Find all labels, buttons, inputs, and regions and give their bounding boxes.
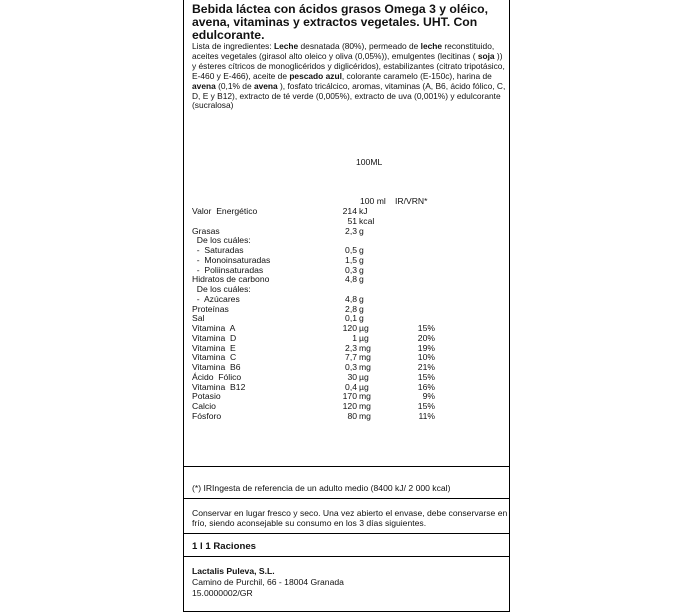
nutrient-unit: g bbox=[359, 225, 364, 236]
nutrient-row bbox=[192, 343, 507, 353]
footnote: (*) IRIngesta de referencia de un adulto medio (8400 kJ/ 2 000 kcal) bbox=[192, 483, 451, 493]
nutrient-percent: 19% bbox=[417, 342, 435, 353]
divider-footnote bbox=[184, 466, 509, 467]
divider-storage bbox=[184, 498, 509, 499]
nutrient-row bbox=[192, 391, 507, 401]
nutrient-percent: 10% bbox=[417, 352, 435, 363]
nutrient-amount: 80 bbox=[347, 410, 357, 421]
nutrient-row bbox=[192, 235, 507, 245]
nutrient-row bbox=[192, 372, 507, 382]
nutrient-percent: 16% bbox=[417, 381, 435, 392]
nutrient-amount: 120 bbox=[342, 323, 357, 333]
nutrient-row bbox=[192, 333, 507, 343]
nutrient-label: Valor Energético bbox=[192, 206, 258, 216]
ingredient-text: reconstituido, aceites vegetales (girasol alto oleico y oliva (0,05%)), emulgentes (lecitinas ( bbox=[192, 41, 495, 61]
nutrient-unit: g bbox=[359, 264, 364, 275]
nutrient-label: Vitamina C bbox=[192, 352, 237, 363]
nutrient-label: Hidratos de carbono bbox=[192, 274, 270, 285]
nutrient-label: Vitamina D bbox=[192, 332, 237, 343]
nutrient-unit: g bbox=[359, 245, 364, 255]
nutrient-amount: 0,5 bbox=[345, 245, 357, 255]
nutrient-label: Grasas bbox=[192, 225, 220, 236]
nutrient-amount: 170 bbox=[342, 391, 357, 402]
nutrient-label: De los cuáles: bbox=[192, 284, 251, 294]
nutrient-label: De los cuáles: bbox=[192, 235, 251, 246]
nutrient-row bbox=[192, 226, 507, 236]
nutrient-percent: 15% bbox=[417, 371, 435, 382]
nutrient-amount: 0,3 bbox=[345, 362, 357, 372]
product-title: Bebida láctea con ácidos grasos Omega 3 y oléico, avena, vitaminas y extractos vegetales. UHT. Con edulcorante. bbox=[192, 2, 488, 42]
nutrient-row bbox=[192, 255, 507, 265]
nutrient-percent: 11% bbox=[418, 410, 435, 421]
nutrient-amount: 2,8 bbox=[345, 303, 357, 314]
nutrient-percent: 20% bbox=[417, 332, 435, 343]
nutrient-label: Vitamina E bbox=[192, 342, 236, 353]
portions: 1 l 1 Raciones bbox=[192, 541, 256, 552]
nutrient-row bbox=[192, 382, 507, 392]
ingredient-text: Lista de ingredientes: bbox=[192, 41, 274, 51]
company-name: Lactalis Puleva, S.L. bbox=[192, 566, 275, 576]
nutrient-label: Calcio bbox=[192, 401, 216, 411]
column-header-ir: IR/VRN* bbox=[395, 196, 428, 206]
nutrient-amount: 4,8 bbox=[345, 293, 357, 304]
serving-header: 100ML bbox=[356, 157, 383, 167]
nutrient-amount: 0,4 bbox=[345, 381, 357, 392]
nutrient-unit: g bbox=[359, 313, 364, 324]
allergen-text: Leche bbox=[273, 41, 299, 51]
allergen-text: soja bbox=[477, 50, 495, 61]
nutrient-row bbox=[192, 245, 507, 255]
nutrient-unit: kcal bbox=[359, 215, 375, 226]
nutrient-row bbox=[192, 323, 507, 333]
nutrient-label: Vitamina B12 bbox=[192, 381, 246, 392]
ingredient-text: desnatada (80%), permeado de bbox=[298, 41, 421, 51]
nutrient-amount: 0,1 bbox=[345, 313, 357, 324]
ingredient-text: )) y ésteres cítricos de monoglicéridos y diglicéridos), estabilizantes (citrato tripotásico, E-460 y E-466), aceite de bbox=[192, 50, 505, 81]
nutrient-unit: µg bbox=[359, 332, 369, 343]
nutrition-label-panel bbox=[183, 0, 510, 612]
nutrient-label: Fósforo bbox=[192, 410, 222, 421]
nutrient-label: - Monoinsaturadas bbox=[192, 254, 271, 265]
nutrient-unit: µg bbox=[359, 323, 369, 333]
nutrient-row bbox=[192, 313, 507, 323]
nutrient-label: Potasio bbox=[192, 391, 221, 402]
nutrient-unit: mg bbox=[359, 391, 371, 402]
nutrient-label: - Saturadas bbox=[192, 245, 244, 255]
nutrient-row bbox=[192, 294, 507, 304]
nutrient-label: Vitamina B6 bbox=[192, 362, 241, 372]
nutrient-label: Vitamina A bbox=[192, 323, 236, 333]
nutrient-amount: 120 bbox=[342, 401, 357, 411]
nutrient-amount: 2,3 bbox=[345, 342, 357, 353]
nutrient-row bbox=[192, 352, 507, 362]
nutrient-percent: 21% bbox=[417, 362, 435, 372]
ingredient-text: , colorante caramelo (E-150c), harina de bbox=[341, 70, 492, 81]
nutrient-label: - Azúcares bbox=[192, 293, 240, 304]
company-address: Camino de Purchil, 66 - 18004 Granada bbox=[192, 577, 344, 587]
divider-portions bbox=[184, 533, 509, 534]
ingredients-list bbox=[192, 42, 507, 111]
nutrient-label: Proteínas bbox=[192, 303, 229, 314]
nutrient-unit: mg bbox=[359, 342, 371, 353]
nutrient-percent: 15% bbox=[417, 323, 435, 333]
storage-instructions: Conservar en lugar fresco y seco. Una vez abierto el envase, debe conservarse en frío, siendo aconsejable su consumo en los 3 días siguientes. bbox=[192, 508, 508, 528]
nutrient-row bbox=[192, 274, 507, 284]
nutrient-percent: 9% bbox=[422, 391, 435, 402]
nutrient-unit: mg bbox=[359, 352, 371, 363]
nutrient-label: - Poliinsaturadas bbox=[192, 264, 264, 275]
nutrient-amount: 7,7 bbox=[345, 352, 357, 363]
nutrient-label: Ácido Fólico bbox=[192, 371, 242, 382]
nutrient-row bbox=[192, 216, 507, 226]
allergen-text: leche bbox=[420, 41, 443, 51]
nutrient-amount: 30 bbox=[347, 371, 357, 382]
nutrient-row bbox=[192, 265, 507, 275]
nutrient-amount: 2,3 bbox=[345, 225, 357, 236]
allergen-text: pescado azul bbox=[289, 70, 342, 81]
nutrient-label: Sal bbox=[192, 313, 205, 324]
nutrient-row bbox=[192, 304, 507, 314]
nutrient-row bbox=[192, 206, 507, 216]
nutrient-amount: 1,5 bbox=[345, 254, 357, 265]
company-code: 15.0000002/GR bbox=[192, 588, 253, 598]
divider-company bbox=[184, 556, 509, 557]
nutrient-percent: 15% bbox=[417, 401, 435, 411]
nutrient-amount: 4,8 bbox=[345, 274, 357, 285]
nutrient-row bbox=[192, 401, 507, 411]
nutrient-amount: 1 bbox=[352, 332, 357, 343]
nutrient-row bbox=[192, 411, 507, 421]
nutrient-unit: mg bbox=[359, 410, 371, 421]
nutrient-unit: kJ bbox=[359, 206, 368, 216]
nutrient-amount: 214 bbox=[342, 206, 357, 216]
nutrient-unit: g bbox=[359, 254, 364, 265]
ingredient-text: ), fosfato tricálcico, aromas, vitaminas (A, B6, ácido fólico, C, D, E y B12), extracto de té verde (0,005%), extracto de uva (0,001%) y edulcorante (sucralosa) bbox=[192, 80, 506, 111]
nutrient-unit: g bbox=[359, 303, 364, 314]
nutrient-unit: µg bbox=[359, 381, 369, 392]
nutrient-unit: mg bbox=[359, 362, 371, 372]
nutrient-unit: mg bbox=[359, 401, 371, 411]
nutrient-row bbox=[192, 284, 507, 294]
nutrient-amount: 51 bbox=[347, 215, 357, 226]
allergen-text: avena bbox=[192, 80, 216, 91]
ingredient-text: (0,1% de bbox=[215, 80, 254, 91]
nutrient-unit: µg bbox=[359, 371, 369, 382]
nutrient-unit: g bbox=[359, 274, 364, 285]
column-header-100ml: 100 ml bbox=[360, 196, 386, 206]
nutrient-unit: g bbox=[359, 293, 364, 304]
nutrient-amount: 0,3 bbox=[345, 264, 357, 275]
nutrient-row bbox=[192, 362, 507, 372]
allergen-text: avena bbox=[253, 80, 278, 91]
